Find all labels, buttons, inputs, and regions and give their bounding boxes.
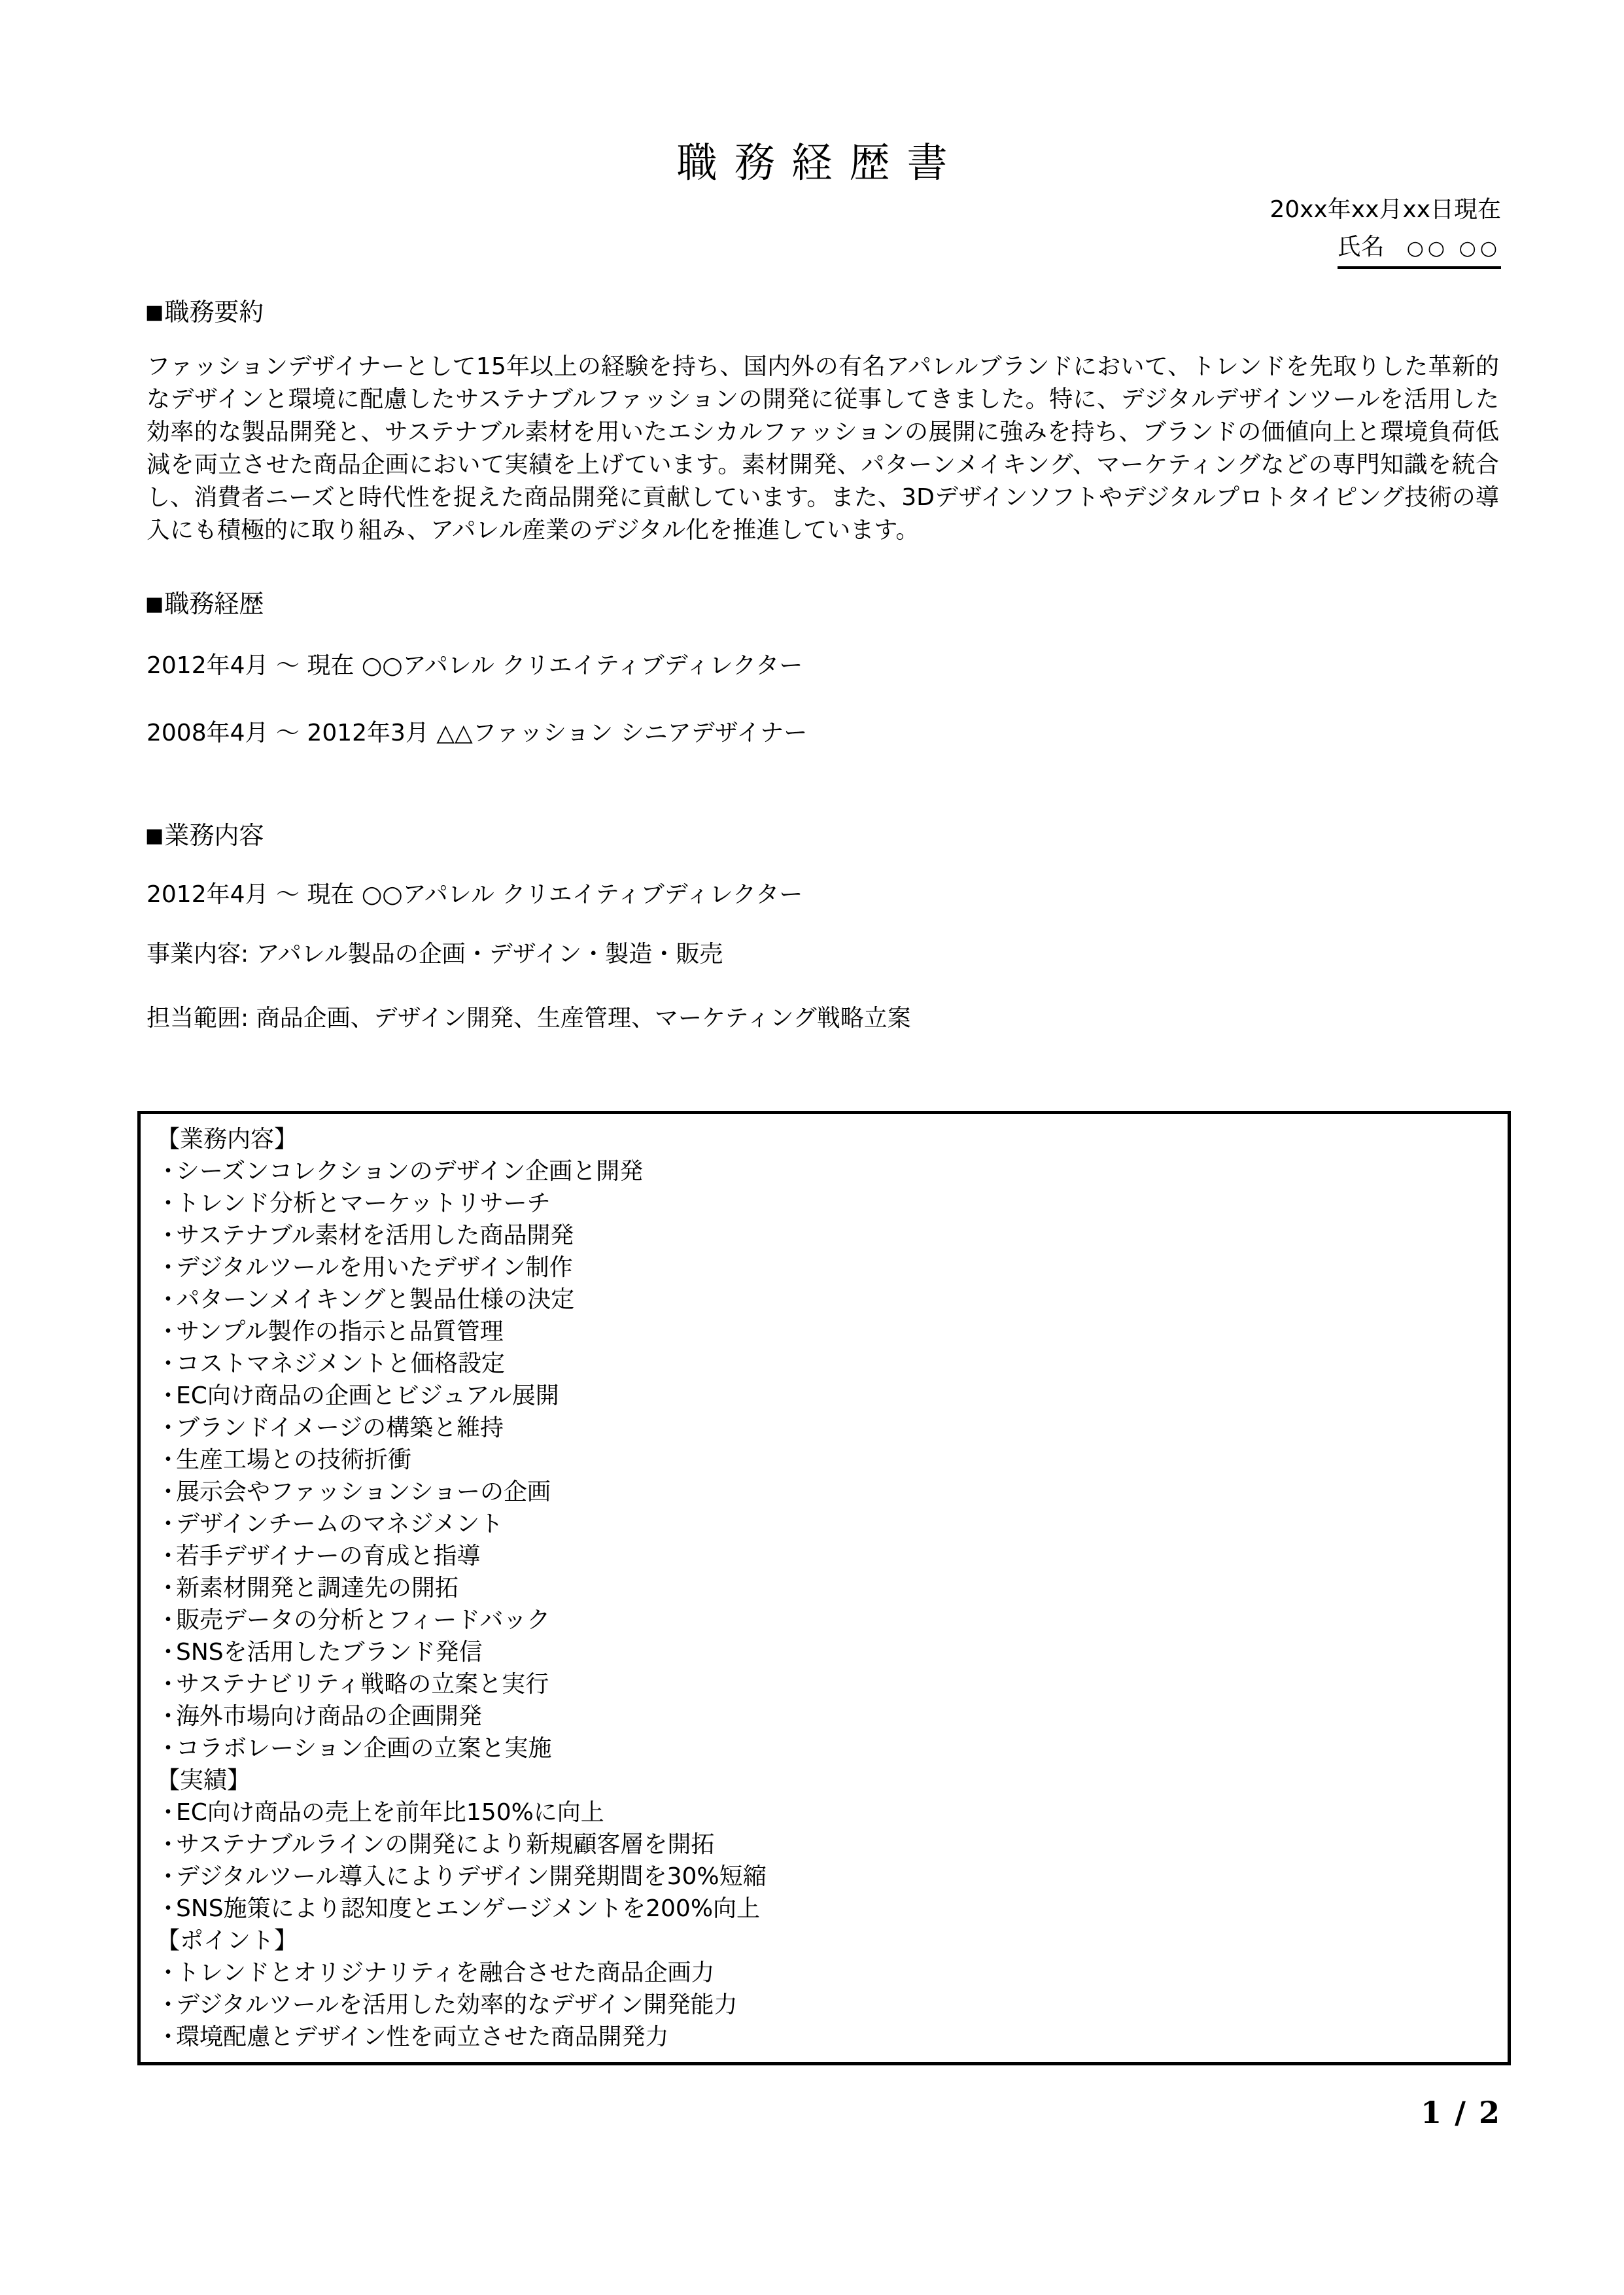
bullet-icon: ・ bbox=[156, 1511, 181, 1537]
detail-list-item-label: デジタルツールを用いたデザイン制作 bbox=[176, 1254, 573, 1281]
bullet-icon: ・ bbox=[156, 1735, 181, 1762]
bullet-icon: ・ bbox=[156, 1895, 181, 1922]
detail-list-item-label: ブランドイメージの構築と維持 bbox=[176, 1414, 504, 1441]
bullet-icon: ・ bbox=[156, 1607, 181, 1634]
detail-list-item-label: 生産工場との技術折衝 bbox=[176, 1446, 412, 1473]
bullet-icon: ・ bbox=[156, 1863, 181, 1890]
detail-list-item bbox=[156, 1187, 1508, 1219]
detail-list-item bbox=[156, 1219, 1508, 1252]
work-business: 事業内容: アパレル製品の企画・デザイン・製造・販売 bbox=[147, 941, 723, 968]
detail-list-item bbox=[156, 1796, 1508, 1829]
detail-list-item bbox=[156, 1668, 1508, 1700]
detail-list-item-label: コラボレーション企画の立案と実施 bbox=[176, 1735, 552, 1762]
square-bullet-icon: ■ bbox=[145, 301, 164, 324]
detail-list-item bbox=[156, 2021, 1508, 2053]
career-entry: 2012年4月 ～ 現在 ○○アパレル クリエイティブディレクター bbox=[147, 652, 803, 679]
detail-list-item-label: SNSを活用したブランド発信 bbox=[176, 1639, 483, 1666]
bullet-icon: ・ bbox=[156, 1414, 181, 1441]
bullet-icon: ・ bbox=[156, 1479, 181, 1505]
detail-list-item-label: EC向け商品の企画とビジュアル展開 bbox=[176, 1382, 559, 1409]
detail-group-label: 【ポイント】 bbox=[156, 1927, 298, 1954]
detail-list-item-label: 新素材開発と調達先の開拓 bbox=[176, 1575, 459, 1602]
detail-list-item bbox=[156, 1444, 1508, 1476]
detail-list-item bbox=[156, 1284, 1508, 1316]
bullet-icon: ・ bbox=[156, 1190, 181, 1217]
detail-list-item-label: デザインチームのマネジメント bbox=[176, 1511, 504, 1537]
detail-list-item-label: EC向け商品の売上を前年比150%に向上 bbox=[176, 1799, 604, 1826]
detail-list-item bbox=[156, 1508, 1508, 1540]
bullet-icon: ・ bbox=[156, 1446, 181, 1473]
detail-list-item-label: トレンドとオリジナリティを融合させた商品企画力 bbox=[176, 1959, 715, 1986]
bullet-icon: ・ bbox=[156, 1254, 181, 1281]
career-entry: 2008年4月 ～ 2012年3月 △△ファッション シニアデザイナー bbox=[147, 720, 808, 746]
detail-list-item-label: サステナブルラインの開発により新規顧客層を開拓 bbox=[176, 1831, 715, 1858]
detail-list-item-label: 展示会やファッションショーの企画 bbox=[176, 1479, 551, 1505]
detail-list-item bbox=[156, 1348, 1508, 1380]
detail-list-item bbox=[156, 1861, 1508, 1893]
bullet-icon: ・ bbox=[156, 1959, 181, 1986]
detail-list-item bbox=[156, 1316, 1508, 1348]
bullet-icon: ・ bbox=[156, 1318, 181, 1345]
bullet-icon: ・ bbox=[156, 1799, 181, 1826]
bullet-icon: ・ bbox=[156, 1831, 181, 1858]
detail-list-item-label: デジタルツール導入によりデザイン開発期間を30%短縮 bbox=[176, 1863, 767, 1890]
bullet-icon: ・ bbox=[156, 2023, 181, 2050]
detail-list-item bbox=[156, 1829, 1508, 1861]
bullet-icon: ・ bbox=[156, 1350, 181, 1377]
detail-list-item bbox=[156, 1252, 1508, 1284]
detail-list-item-label: 販売データの分析とフィードバック bbox=[176, 1607, 551, 1634]
detail-box bbox=[137, 1111, 1511, 2065]
detail-list-item-label: パターンメイキングと製品仕様の決定 bbox=[176, 1286, 575, 1313]
detail-list-item-label: SNS施策により認知度とエンゲージメントを200%向上 bbox=[176, 1895, 761, 1922]
section-heading-career-label: 職務経歴 bbox=[164, 589, 264, 618]
detail-list-item-label: トレンド分析とマーケットリサーチ bbox=[176, 1190, 551, 1217]
detail-list-item bbox=[156, 1155, 1508, 1187]
summary-paragraph: ファッションデザイナーとして15年以上の経験を持ち、国内外の有名アパレルブランドにおいて、トレンドを先取りした革新的なデザインと環境に配慮したサステナブルファッションの開発に従事してきました。特に、デジタルデザインツールを活用した効率的な製品開発と、サステナブル素材を用いたエシカルファッションの展開に強みを持ち、ブランドの価値向上と環境負荷低減を両立させた商品企画において実績を上げています。素材開発、パターンメイキング、マーケティングなどの専門知識を統合し、消費者ニーズと時代性を捉えた商品開発に貢献しています。また、3Dデザインソフトやデジタルプロトタイピング技術の導入にも積極的に取り組み、アパレル産業のデジタル化を推進しています。 bbox=[147, 353, 1499, 544]
detail-group-label: 【実績】 bbox=[156, 1767, 251, 1794]
detail-list-item bbox=[156, 1700, 1508, 1732]
bullet-icon: ・ bbox=[156, 1382, 181, 1409]
detail-list-item-label: デジタルツールを活用した効率的なデザイン開発能力 bbox=[176, 1991, 738, 2018]
square-bullet-icon: ■ bbox=[145, 824, 164, 847]
detail-list-item bbox=[156, 1540, 1508, 1572]
bullet-icon: ・ bbox=[156, 1158, 181, 1185]
header-meta bbox=[1270, 193, 1501, 269]
detail-list-item bbox=[156, 1636, 1508, 1668]
page-title: 職務経歴書 bbox=[676, 139, 965, 186]
detail-list-item bbox=[156, 1572, 1508, 1604]
detail-list-item-label: サステナビリティ戦略の立案と実行 bbox=[176, 1671, 549, 1698]
detail-list-item bbox=[156, 1893, 1508, 1925]
detail-list-item-label: 環境配慮とデザイン性を両立させた商品開発力 bbox=[176, 2023, 669, 2050]
header-name-row bbox=[1338, 230, 1501, 269]
header-date: 20xx年xx月xx日現在 bbox=[1270, 196, 1501, 223]
bullet-icon: ・ bbox=[156, 1703, 181, 1730]
detail-list-item-label: サンプル製作の指示と品質管理 bbox=[176, 1318, 504, 1345]
detail-list-item bbox=[156, 1380, 1508, 1412]
detail-list-item-label: シーズンコレクションのデザイン企画と開発 bbox=[176, 1158, 644, 1185]
bullet-icon: ・ bbox=[156, 1222, 181, 1249]
section-heading-summary-label: 職務要約 bbox=[164, 298, 264, 326]
detail-list-item-label: サステナブル素材を活用した商品開発 bbox=[176, 1222, 574, 1249]
work-scope: 担当範囲: 商品企画、デザイン開発、生産管理、マーケティング戦略立案 bbox=[147, 1005, 911, 1032]
header-name-label: 氏名 bbox=[1337, 234, 1385, 261]
page-number: 1 / 2 bbox=[1421, 2095, 1501, 2130]
section-heading-summary bbox=[145, 300, 264, 324]
detail-list-item bbox=[156, 1412, 1508, 1444]
bullet-icon: ・ bbox=[156, 1286, 181, 1313]
detail-list-item bbox=[156, 1604, 1508, 1636]
square-bullet-icon: ■ bbox=[145, 593, 164, 616]
work-period: 2012年4月 ～ 現在 ○○アパレル クリエイティブディレクター bbox=[147, 881, 803, 908]
detail-group-label: 【業務内容】 bbox=[156, 1126, 298, 1153]
header-name-value: ○○ ○○ bbox=[1406, 237, 1501, 260]
bullet-icon: ・ bbox=[156, 1671, 181, 1698]
detail-list-item-label: コストマネジメントと価格設定 bbox=[176, 1350, 505, 1377]
detail-list-item-label: 海外市場向け商品の企画開発 bbox=[176, 1703, 483, 1730]
section-heading-work-label: 業務内容 bbox=[164, 821, 264, 850]
detail-list-item bbox=[156, 1957, 1508, 1989]
bullet-icon: ・ bbox=[156, 1991, 181, 2018]
detail-list-item-label: 若手デザイナーの育成と指導 bbox=[176, 1543, 481, 1569]
bullet-icon: ・ bbox=[156, 1639, 181, 1666]
detail-list-item bbox=[156, 1732, 1508, 1764]
bullet-icon: ・ bbox=[156, 1575, 181, 1602]
section-heading-career bbox=[145, 591, 264, 616]
section-heading-work bbox=[145, 823, 264, 848]
detail-list-item bbox=[156, 1476, 1508, 1508]
bullet-icon: ・ bbox=[156, 1543, 181, 1569]
detail-list-item bbox=[156, 1989, 1508, 2021]
